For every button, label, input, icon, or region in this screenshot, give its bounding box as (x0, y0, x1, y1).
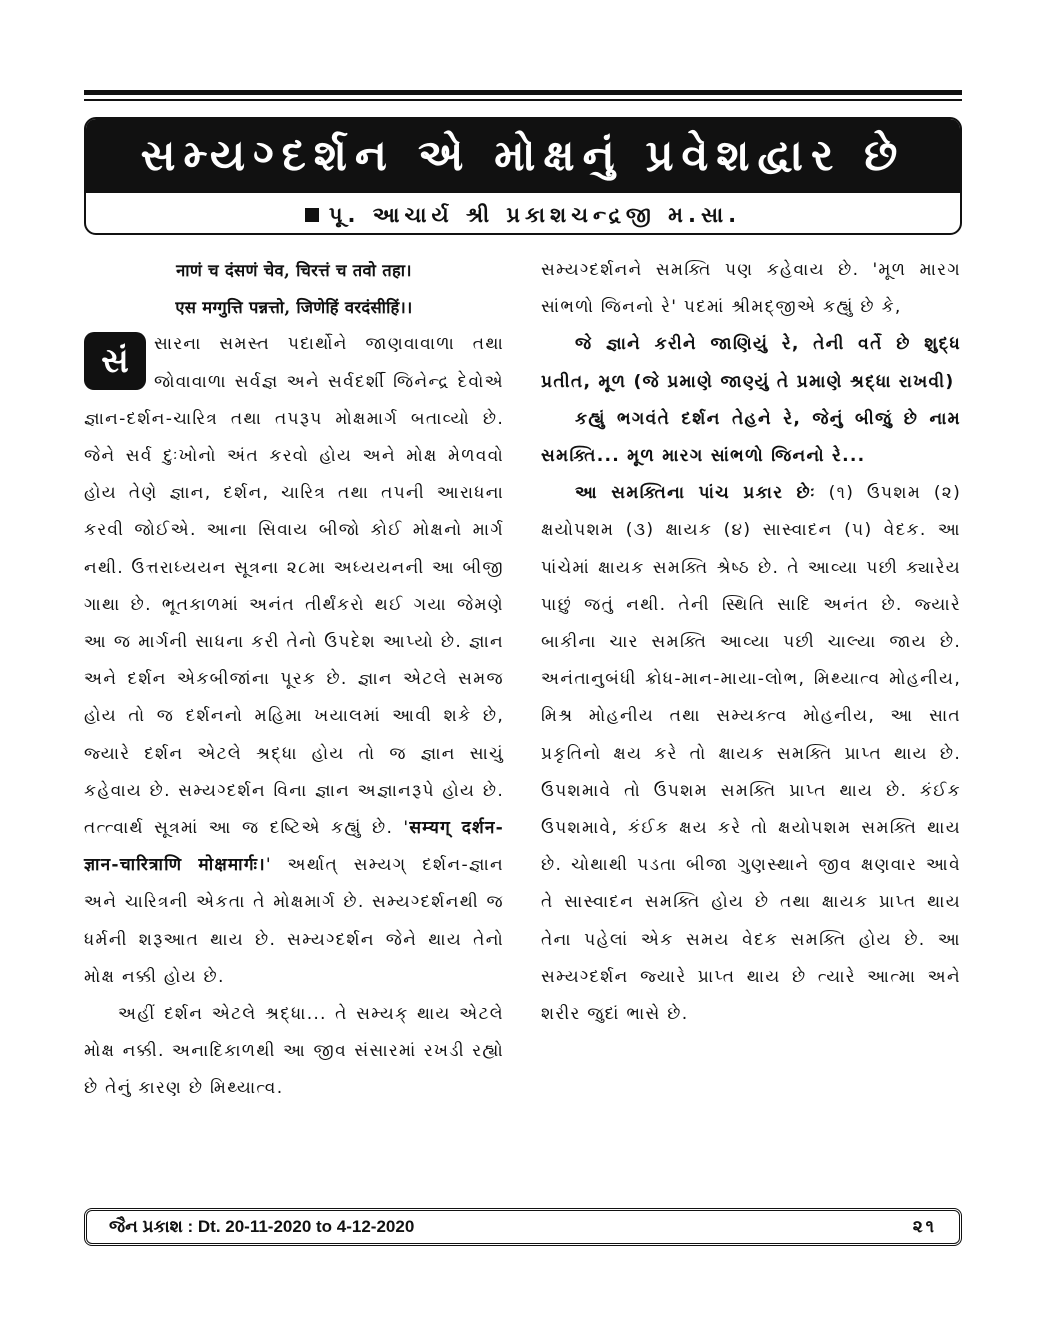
page-title: સમ્યગ્દર્શન એ મોક્ષનું પ્રવેશદ્વાર છે (140, 131, 906, 181)
page-number: ૨૧ (912, 1217, 937, 1237)
publication-info: જૈન પ્રકાશ : Dt. 20-11-2020 to 4-12-2020 (109, 1217, 415, 1236)
author-byline (86, 197, 960, 233)
top-rule-thin (84, 99, 962, 101)
title-band (86, 119, 960, 193)
top-rule-thick (84, 90, 962, 95)
right-quote-2: કહ્યું ભગવંતે દર્શન તેહને રે, જેનું બીજું છે નામ સમક્તિ... મૂળ મારગ સાંભળો જિનનો રે... (541, 408, 961, 467)
right-quote-1: જે જ્ઞાને કરીને જાણિયું રે, તેની વર્તે છે શુદ્ધ પ્રતીત, મૂળ (જે પ્રમાણે જાણ્યું તે પ્રમાણે શ્રદ્ધા રાખવી) (541, 334, 961, 392)
right-paragraph-3-lead: આ સમક્તિના પાંચ પ્રકાર છેઃ (575, 483, 816, 504)
sanskrit-quote: सम्यग् दर्शन-ज्ञान-चारित्राणि मोक्षमार्गः। (84, 818, 505, 876)
verse-line-1: नाणं च दंसणं चेव, चिरत्तं च तवो तहा। (176, 261, 412, 280)
page-footer (84, 1208, 962, 1246)
verse-line-2: एस मग्गुत्ति पन्नत्तो, जिणेहिं वरदंसीहिं।। (175, 298, 413, 318)
left-paragraph-1-text-b: ' અર્થાત્ સમ્યગ્ દર્શન-જ્ઞાન અને ચારિત્રની એકતા તે મોક્ષમાર્ગ છે. સમ્યગ્દર્શનથી જ ધર્મની શરૂઆત થાય છે. સમ્યગ્દર્શન જેને થાય તેનો મોક્ષ નક્કી હોય છે. (84, 855, 505, 987)
right-paragraph-3 (541, 475, 961, 1033)
title-box (84, 117, 962, 235)
left-paragraph-1 (84, 326, 504, 996)
square-bullet-icon (305, 208, 319, 222)
left-paragraph-1-text-a: સારના સમસ્ત પદાર્થોને જાણવાવાળા તથા જોવાવાળા સર્વજ્ઞ અને સર્વદર્શી જિનેન્દ્ર દેવોએ જ્ઞાન-દર્શન-ચારિત્ર તથા તપરૂપ મોક્ષમાર્ગ બતાવ્યો છે. જેને સર્વ દુઃખોનો અંત કરવો હોય અને મોક્ષ મેળવવો હોય તેણે જ્ઞાન, દર્શન, ચારિત્ર તથા તપની આરાધના કરવી જોઈએ. આના સિવાય બીજો કોઈ મોક્ષનો માર્ગ નથી. ઉત્તરાધ્યયન સૂત્રના ૨૮મા અધ્યયનની આ બીજી ગાથા છે. ભૂતકાળમાં અનંત તીર્થંકરો થઈ ગયા જેમણે આ જ માર્ગની સાધના કરી તેનો ઉપદેશ આપ્યો છે. જ્ઞાન અને દર્શન એકબીજાંના પૂરક છે. જ્ઞાન એટલે સમજ હોય તો જ દર્શનનો મહિમા ખયાલમાં આવી શકે છે, જ્યારે દર્શન એટલે શ્રદ્ધા હોય તો જ જ્ઞાન સાચું કહેવાય છે. સમ્યગ્દર્શન વિના જ્ઞાન અજ્ઞાનરૂપે હોય છે. તત્ત્વાર્થ સૂત્રમાં આ જ દષ્ટિએ કહ્યું છે. ' (84, 334, 504, 839)
right-paragraph-3-text: (૧) ઉપશમ (૨) ક્ષયોપશમ (૩) ક્ષાયક (૪) સાસ્વાદન (૫) વેદક. આ પાંચેમાં ક્ષાયક સમક્તિ શ્રેષ્ઠ છે. તે આવ્યા પછી ક્યારેય પાછું જતું નથી. તેની સ્થિતિ સાદિ અનંત છે. જ્યારે બાકીના ચાર સમક્તિ આવ્યા પછી ચાલ્યા જાય છે. અનંતાનુબંધી ક્રોધ-માન-માયા-લોભ, મિથ્યાત્વ મોહનીય, મિશ્ર મોહનીય તથા સમ્યક્ત્વ મોહનીય, આ સાત પ્રકૃતિનો ક્ષય કરે તો ક્ષાયક સમક્તિ પ્રાપ્ત થાય છે. ઉપશમાવે તો ઉપશમ સમક્તિ પ્રાપ્ત થાય છે. કંઈક ઉપશમાવે, કંઈક ક્ષય કરે તો ક્ષયોપશમ સમક્તિ થાય છે. ચોથાથી પડતા બીજા ગુણસ્થાને જીવ ક્ષણવાર આવે તે સાસ્વાદન સમક્તિ હોય છે તથા ક્ષાયક પ્રાપ્ત થાય તેના પહેલાં એક સમય વેદક સમક્તિ હોય છે. આ સમ્યગ્દર્શન જ્યારે પ્રાપ્ત થાય છે ત્યારે આત્મા અને શરીર જુદાં ભાસે છે. (541, 483, 961, 1025)
left-paragraph-2: અહીં દર્શન એટલે શ્રદ્ધા... તે સમ્યક્ થાય એટલે મોક્ષ નક્કી. અનાદિકાળથી આ જીવ સંસારમાં રખડી રહ્યો છે તેનું કારણ છે મિથ્યાત્વ. (84, 1004, 504, 1099)
right-paragraph-1: સમ્યગ્દર્શનને સમક્તિ પણ કહેવાય છે. 'મૂળ મારગ સાંભળો જિનનો રે' પદમાં શ્રીમદ્જીએ કહ્યું છે કે, (541, 260, 961, 318)
left-column (84, 252, 504, 1108)
author-name: પૂ. આચાર્ય શ્રી પ્રકાશચન્દ્રજી મ.સા. (328, 202, 742, 227)
drop-cap: સં (84, 332, 146, 390)
right-column (541, 252, 961, 1033)
